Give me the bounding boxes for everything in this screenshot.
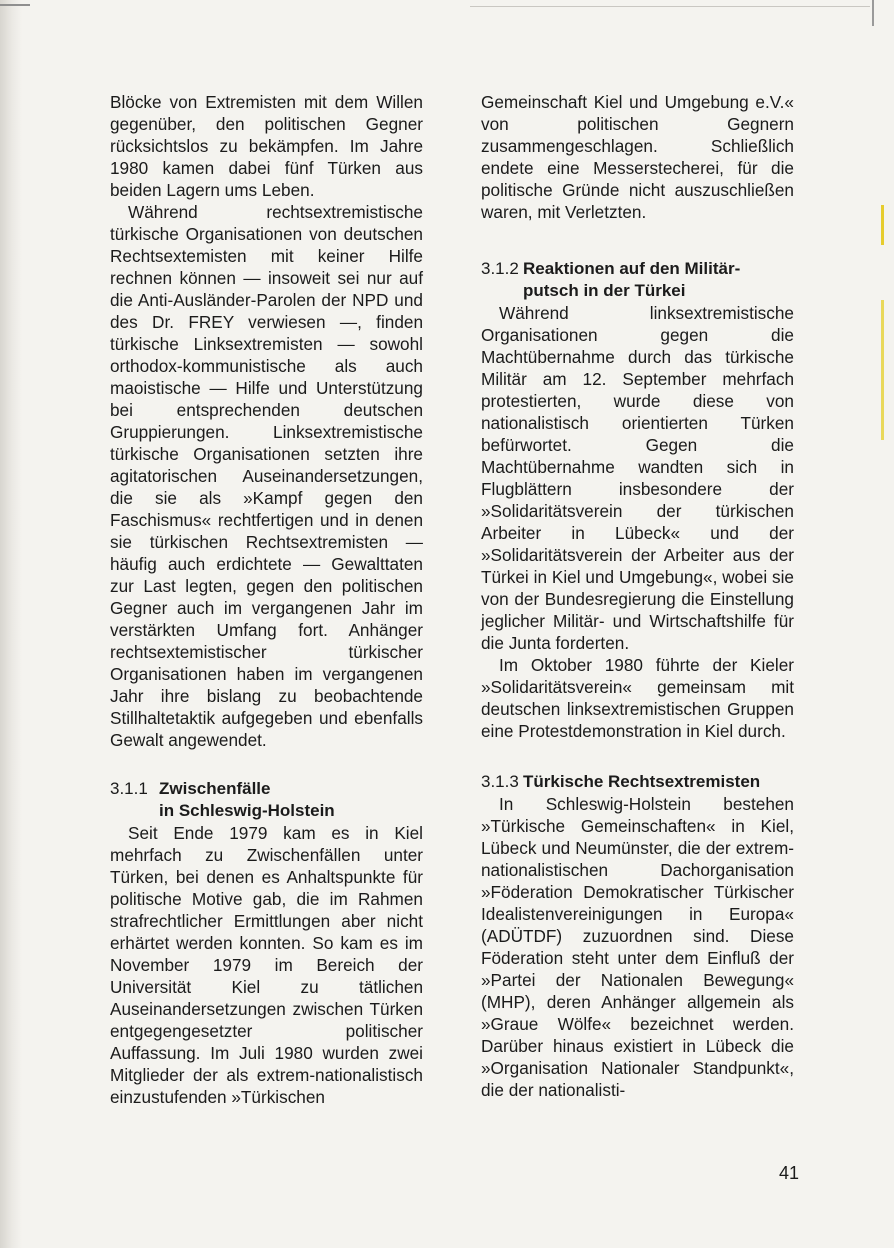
section-title: Zwischenfälle [159,779,271,798]
section-heading-3-1-3 [481,771,794,793]
section-heading-3-1-2 [481,258,794,302]
page-left-edge-shadow [0,0,22,1248]
paragraph: Im Oktober 1980 führte der Kieler »Solidaritätsverein« gemeinsam mit deutschen linksextremistischen Gruppen eine Protestdemonstration in Kiel durch. [481,655,794,741]
right-column [481,91,794,1101]
paragraph: Gemeinschaft Kiel und Umgebung e.V.« von politischen Gegnern zusammengeschlagen. Schließlich endete eine Messerstecherei, für die politische Gründe nicht auszuschließen waren, mit Verletzten. [481,92,794,222]
crop-mark-top-right [872,0,874,26]
section-title-continued: putsch in der Türkei [523,281,686,300]
crop-mark-top-left [0,4,30,6]
highlight-mark-right [881,205,884,245]
paragraph: Seit Ende 1979 kam es in Kiel mehrfach zu Zwischenfällen unter Türken, bei denen es Anhaltspunkte für politische Motive gab, die im Rahmen strafrechtlicher Ermittlungen aber nicht erhärtet werden konnten. So kam es im November 1979 im Bereich der Universität Kiel zu tätlichen Auseinandersetzungen zwischen Türken entgegengesetzter politischer Auffassung. Im Juli 1980 wurden zwei Mitglieder der als extrem-nationalistisch einzustufenden »Türkischen [110,823,423,1107]
section-heading-3-1-1 [110,778,423,822]
highlight-mark-right [881,300,884,440]
section-number: 3.1.3 [481,772,519,791]
section-title-continued: in Schleswig-Holstein [159,801,335,820]
section-title: Reaktionen auf den Militär- [523,259,741,278]
page-number: 41 [779,1163,800,1183]
section-number: 3.1.1 [110,779,148,798]
paragraph: Während linksextremistische Organisationen gegen die Machtübernahme durch das türkische Militär am 12. September mehrfach protestierten, wurde diese von nationalistisch orientierten Türken befürwortet. Gegen die Machtübernahme wandten sich in Flugblättern insbesondere der »Solidaritätsverein der türkischen Arbeiter in Lübeck« und der »Solidaritätsverein der Arbeiter aus der Türkei in Kiel und Umgebung«, wobei sie von der Bundesregierung die Einstellung jeglicher Militär- und Wirtschaftshilfe für die Junta forderten. [481,303,794,653]
section-number: 3.1.2 [481,259,519,278]
paragraph: In Schleswig-Holstein bestehen »Türkische Gemeinschaften« in Kiel, Lübeck und Neumünster, die der extrem-nationalistischen Dachorganisation »Föderation Demokratischer Türkischer Idealistenvereinigungen in Europa« (ADÜTDF) zuzuordnen sind. Diese Föderation steht unter dem Einfluß der »Partei der Nationalen Bewegung« (MHP), deren Anhänger allgemein als »Graue Wölfe« bezeichnet werden. Darüber hinaus existiert in Lübeck die »Organisation Nationaler Standpunkt«, die der nationalisti- [481,794,794,1100]
left-column [110,91,423,1108]
section-title: Türkische Rechtsextremisten [523,772,761,791]
paragraph: Während rechtsextremistische türkische Organisationen von deutschen Rechtsextemisten mit keiner Hilfe rechnen können — insoweit sei nur auf die Anti-Ausländer-Parolen der NPD und des Dr. FREY verwiesen —, finden türkische Linksextremisten — sowohl orthodox-kommunistische als auch maoistische — Hilfe und Unterstützung bei entsprechenden deutschen Gruppierungen. Linksextremistische türkische Organisationen setzten ihre agitatorischen Auseinandersetzungen, die sie als »Kampf gegen den Faschismus« rechtfertigen und in denen sie türkischen Rechtsextremisten — häufig auch erdichtete — Gewalttaten zur Last legten, gegen den politischen Gegner auch im vergangenen Jahr im verstärkten Umfang fort. Anhänger rechtsextemistischer türkischer Organisationen haben im vergangenen Jahr ihre bislang zu beobachtende Stillhaltetaktik aufgegeben und ebenfalls Gewalt angewendet. [110,202,423,750]
paragraph: Blöcke von Extremisten mit dem Willen gegenüber, den politischen Gegner rücksichtslos zu bekämpfen. Im Jahre 1980 kamen dabei fünf Türken aus beiden Lagern ums Leben. [110,92,423,200]
top-rule [470,6,870,7]
